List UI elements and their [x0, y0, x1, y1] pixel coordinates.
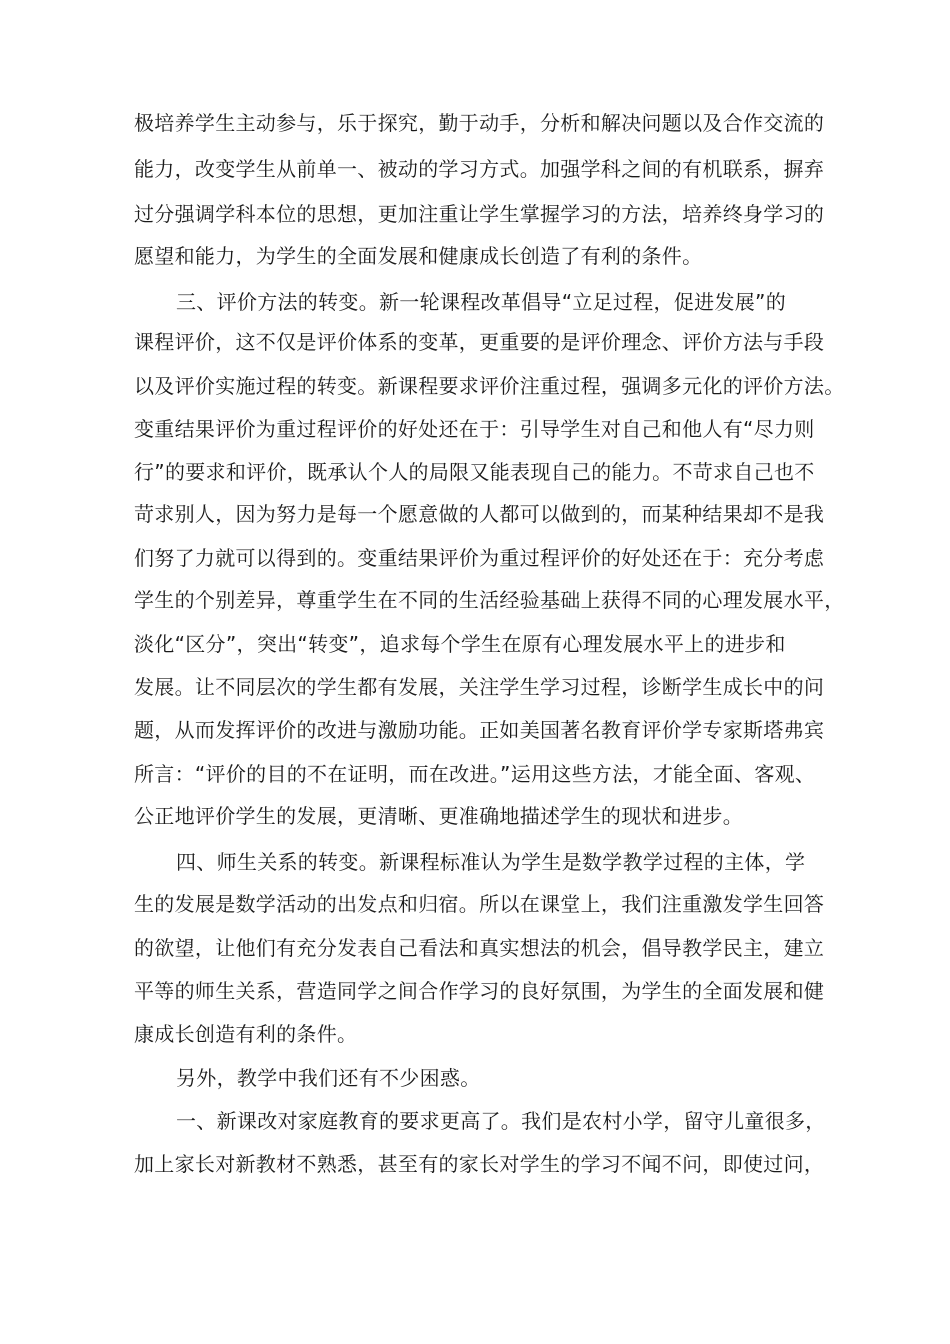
text-line: 课程评价，这不仅是评价体系的变革，更重要的是评价理念、评价方法与手段 [134, 330, 825, 354]
text-line: 发展。让不同层次的学生都有发展，关注学生学习过程，诊断学生成长中的问 [134, 675, 825, 699]
text-line: 淡化“区分”，突出“转变”，追求每个学生在原有心理发展水平上的进步和 [134, 632, 786, 656]
paragraph-heading-line: 三、评价方法的转变。新一轮课程改革倡导“立足过程，促进发展”的 [176, 290, 787, 314]
text-line: 生的发展是数学活动的出发点和归宿。所以在课堂上，我们注重激发学生回答 [134, 892, 825, 916]
paragraph-line: 另外，教学中我们还有不少困惑。 [176, 1066, 481, 1090]
paragraph-heading-line: 一、新课改对家庭教育的要求更高了。我们是农村小学，留守儿童很多， [176, 1109, 826, 1133]
text-line: 变重结果评价为重过程评价的好处还在于：引导学生对自己和他人有“尽力则 [134, 417, 815, 441]
text-line: 能力，改变学生从前单一、被动的学习方式。加强学科之间的有机联系，摒弃 [134, 157, 825, 181]
text-line: 极培养学生主动参与，乐于探究，勤于动手，分析和解决问题以及合作交流的 [134, 111, 825, 135]
text-line: 的欲望，让他们有充分发表自己看法和真实想法的机会，倡导教学民主，建立 [134, 936, 825, 960]
text-line: 愿望和能力，为学生的全面发展和健康成长创造了有利的条件。 [134, 244, 703, 268]
paragraph-heading-line: 四、师生关系的转变。新课程标准认为学生是数学教学过程的主体，学 [176, 850, 806, 874]
text-line: 平等的师生关系，营造同学之间合作学习的良好氛围，为学生的全面发展和健 [134, 979, 825, 1003]
text-line: 们努了力就可以得到的。变重结果评价为重过程评价的好处还在于：充分考虑 [134, 546, 825, 570]
text-line: 以及评价实施过程的转变。新课程要求评价注重过程，强调多元化的评价方法。 [134, 374, 845, 398]
text-line: 学生的个别差异，尊重学生在不同的生活经验基础上获得不同的心理发展水平， [134, 588, 845, 612]
text-line: 行”的要求和评价，既承认个人的局限又能表现自己的能力。不苛求自己也不 [134, 460, 815, 484]
text-line: 苛求别人，因为努力是每一个愿意做的人都可以做到的，而某种结果却不是我 [134, 502, 825, 526]
text-line: 公正地评价学生的发展，更清晰、更准确地描述学生的现状和进步。 [134, 804, 743, 828]
text-line: 题，从而发挥评价的改进与激励功能。正如美国著名教育评价学专家斯塔弗宾 [134, 718, 825, 742]
text-line: 康成长创造有利的条件。 [134, 1022, 358, 1046]
text-line: 加上家长对新教材不熟悉，甚至有的家长对学生的学习不闻不问，即使过问， [134, 1152, 825, 1176]
text-line: 所言：“评价的目的不在证明，而在改进。”运用这些方法，才能全面、客观、 [134, 762, 816, 786]
text-line: 过分强调学科本位的思想，更加注重让学生掌握学习的方法，培养终身学习的 [134, 202, 825, 226]
